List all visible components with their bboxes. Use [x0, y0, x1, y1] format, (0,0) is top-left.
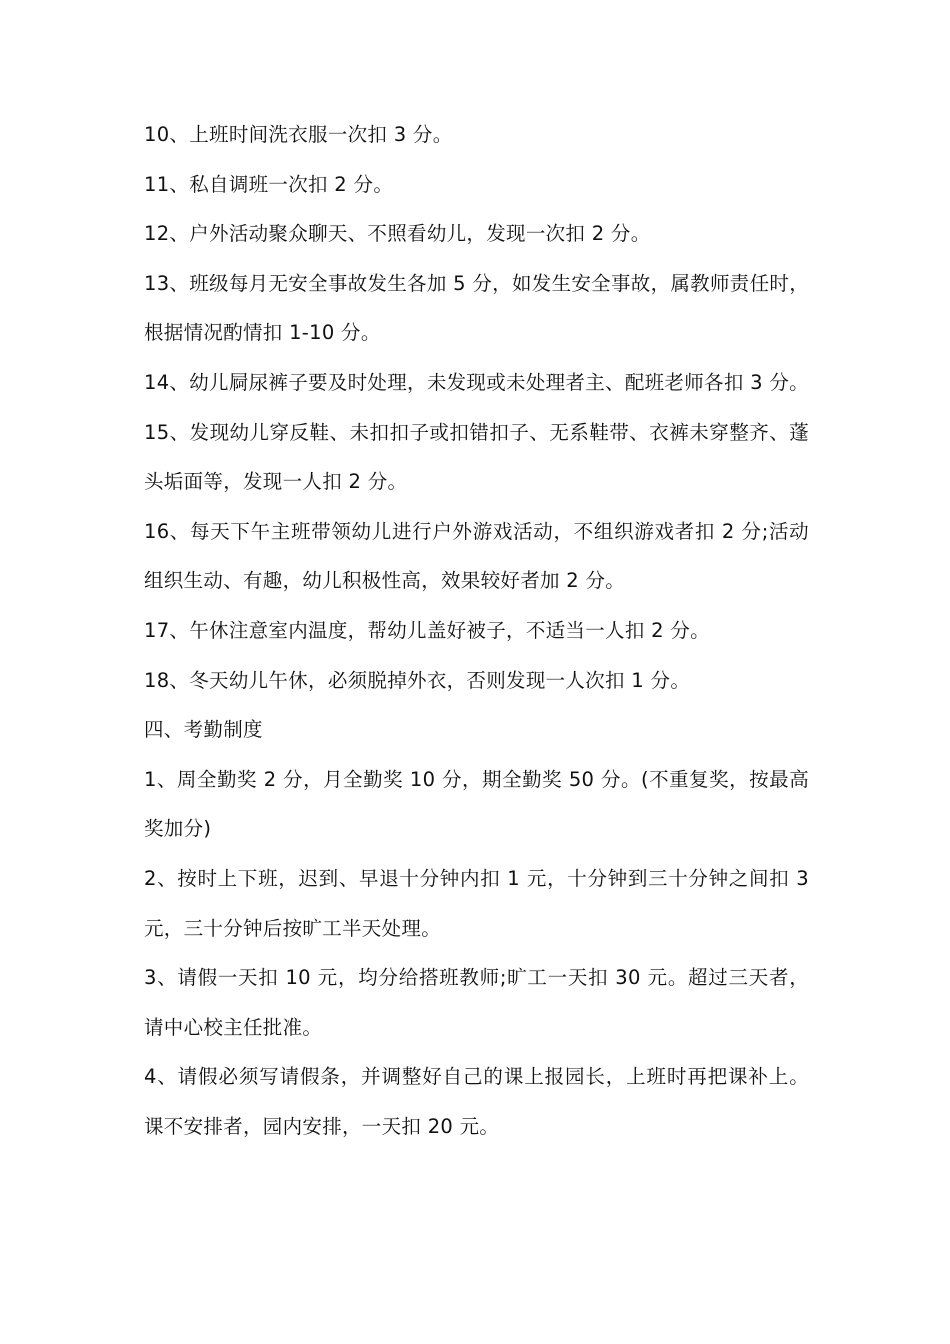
attendance-item-1: 1、周全勤奖 2 分，月全勤奖 10 分，期全勤奖 50 分。(不重复奖，按最高奖加分) — [144, 767, 809, 841]
rule-item-18: 18、冬天幼儿午休，必须脱掉外衣，否则发现一人次扣 1 分。 — [144, 668, 691, 692]
attendance-item-2: 2、按时上下班，迟到、早退十分钟内扣 1 元，十分钟到三十分钟之间扣 3 元，三十分钟后按旷工半天处理。 — [144, 866, 809, 940]
rule-item-16: 16、每天下午主班带领幼儿进行户外游戏活动，不组织游戏者扣 2 分;活动组织生动、有趣，幼儿积极性高，效果较好者加 2 分。 — [144, 519, 809, 593]
rule-item-13: 13、班级每月无安全事故发生各加 5 分，如发生安全事故，属教师责任时，根据情况酌情扣 1-10 分。 — [144, 271, 809, 345]
rule-item-10: 10、上班时间洗衣服一次扣 3 分。 — [144, 123, 453, 146]
document-page — [144, 110, 809, 1151]
rule-item-11: 11、私自调班一次扣 2 分。 — [144, 172, 394, 196]
attendance-item-4: 4、请假必须写请假条，并调整好自己的课上报园长，上班时再把课补上。课不安排者，园内安排，一天扣 20 元。 — [144, 1065, 809, 1138]
rule-item-14: 14、幼儿屙尿裤子要及时处理，未发现或未处理者主、配班老师各扣 3 分。 — [144, 370, 809, 394]
rule-item-17: 17、午休注意室内温度，帮幼儿盖好被子，不适当一人扣 2 分。 — [144, 618, 710, 642]
attendance-item-3: 3、请假一天扣 10 元，均分给搭班教师;旷工一天扣 30 元。超过三天者，请中心校主任批准。 — [144, 966, 809, 1039]
rule-item-15: 15、发现幼儿穿反鞋、未扣扣子或扣错扣子、无系鞋带、衣裤未穿整齐、蓬头垢面等，发现一人扣 2 分。 — [144, 420, 809, 494]
section-heading-attendance: 四、考勤制度 — [144, 718, 263, 742]
rule-item-12: 12、户外活动聚众聊天、不照看幼儿，发现一次扣 2 分。 — [144, 222, 651, 246]
